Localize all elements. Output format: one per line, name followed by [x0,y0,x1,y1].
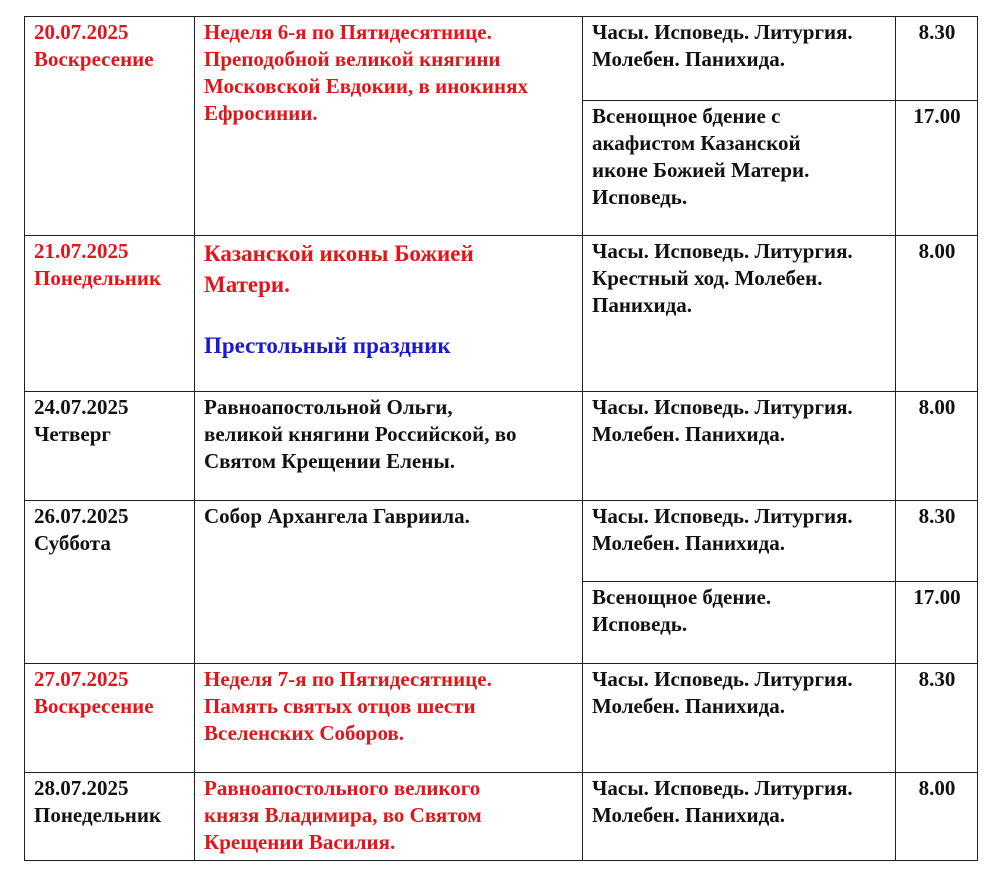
feast-line: Матери. [204,272,290,297]
date: 27.07.2025 [34,667,129,691]
weekday: Суббота [34,531,111,555]
feast-line: Ефросинии. [204,101,318,125]
time-cell: 8.00 [896,236,978,392]
weekday: Четверг [34,422,111,446]
feast-cell [195,392,583,501]
date-cell [25,17,195,236]
service-line: Часы. Исповедь. Литургия. [592,239,853,263]
service-cell [583,664,896,773]
date-cell [25,236,195,392]
feast-line: Крещении Василия. [204,830,396,854]
feast-line: Вселенских Соборов. [204,721,405,745]
service-cell [583,773,896,861]
time-cell: 8.00 [896,392,978,501]
feast-line: Святом Крещении Елены. [204,449,455,473]
feast-line: великой княгини Российской, во [204,422,517,446]
time-cell: 8.30 [896,664,978,773]
service-line: Часы. Исповедь. Литургия. [592,667,853,691]
feast-line: Московской Евдокии, в инокинях [204,74,528,98]
feast-cell [195,501,583,664]
date-cell [25,664,195,773]
service-line: Часы. Исповедь. Литургия. [592,395,853,419]
service-cell [583,101,896,236]
service-line: Часы. Исповедь. Литургия. [592,504,853,528]
feast-line: Казанской иконы Божией [204,241,474,266]
patronal-feast-note: Престольный праздник [204,333,451,358]
feast-line: Преподобной великой княгини [204,47,501,71]
date: 21.07.2025 [34,239,129,263]
service-line: Всенощное бдение с [592,104,781,128]
service-cell [583,236,896,392]
time-cell: 17.00 [896,101,978,236]
service-line: Молебен. Панихида. [592,531,786,555]
service-line: Крестный ход. Молебен. [592,266,823,290]
service-line: Исповедь. [592,612,688,636]
service-cell [583,582,896,664]
service-line: иконе Божией Матери. [592,158,810,182]
time-cell: 8.00 [896,773,978,861]
feast-cell [195,664,583,773]
table-row [25,773,978,861]
table-row [25,392,978,501]
date: 24.07.2025 [34,395,129,419]
service-line: Молебен. Панихида. [592,47,786,71]
date-cell [25,773,195,861]
time-cell: 8.30 [896,501,978,582]
weekday: Воскресение [34,47,154,71]
weekday: Понедельник [34,803,162,827]
date-cell [25,501,195,664]
feast-cell [195,236,583,392]
service-line: Часы. Исповедь. Литургия. [592,20,853,44]
service-cell [583,501,896,582]
table-row [25,17,978,101]
feast-line: Равноапостольного великого [204,776,481,800]
service-line: Часы. Исповедь. Литургия. [592,776,853,800]
table-row [25,664,978,773]
service-line: Всенощное бдение. [592,585,772,609]
feast-line: Память святых отцов шести [204,694,476,718]
feast-cell [195,17,583,236]
table-row [25,236,978,392]
table-row [25,501,978,582]
time-cell: 8.30 [896,17,978,101]
feast-line: Равноапостольной Ольги, [204,395,453,419]
service-line: Молебен. Панихида. [592,694,786,718]
schedule-table [24,16,978,861]
service-cell [583,17,896,101]
date: 28.07.2025 [34,776,129,800]
service-cell [583,392,896,501]
feast-cell [195,773,583,861]
service-line: Молебен. Панихида. [592,803,786,827]
time-cell: 17.00 [896,582,978,664]
service-line: акафистом Казанской [592,131,801,155]
feast-line: Неделя 6-я по Пятидесятнице. [204,20,492,44]
feast-line: князя Владимира, во Святом [204,803,482,827]
service-line: Исповедь. [592,185,688,209]
service-line: Молебен. Панихида. [592,422,786,446]
feast-line: Собор Архангела Гавриила. [204,504,470,528]
service-line: Панихида. [592,293,693,317]
feast-line: Неделя 7-я по Пятидесятнице. [204,667,492,691]
date: 20.07.2025 [34,20,129,44]
weekday: Воскресение [34,694,154,718]
weekday: Понедельник [34,266,162,290]
date: 26.07.2025 [34,504,129,528]
date-cell [25,392,195,501]
